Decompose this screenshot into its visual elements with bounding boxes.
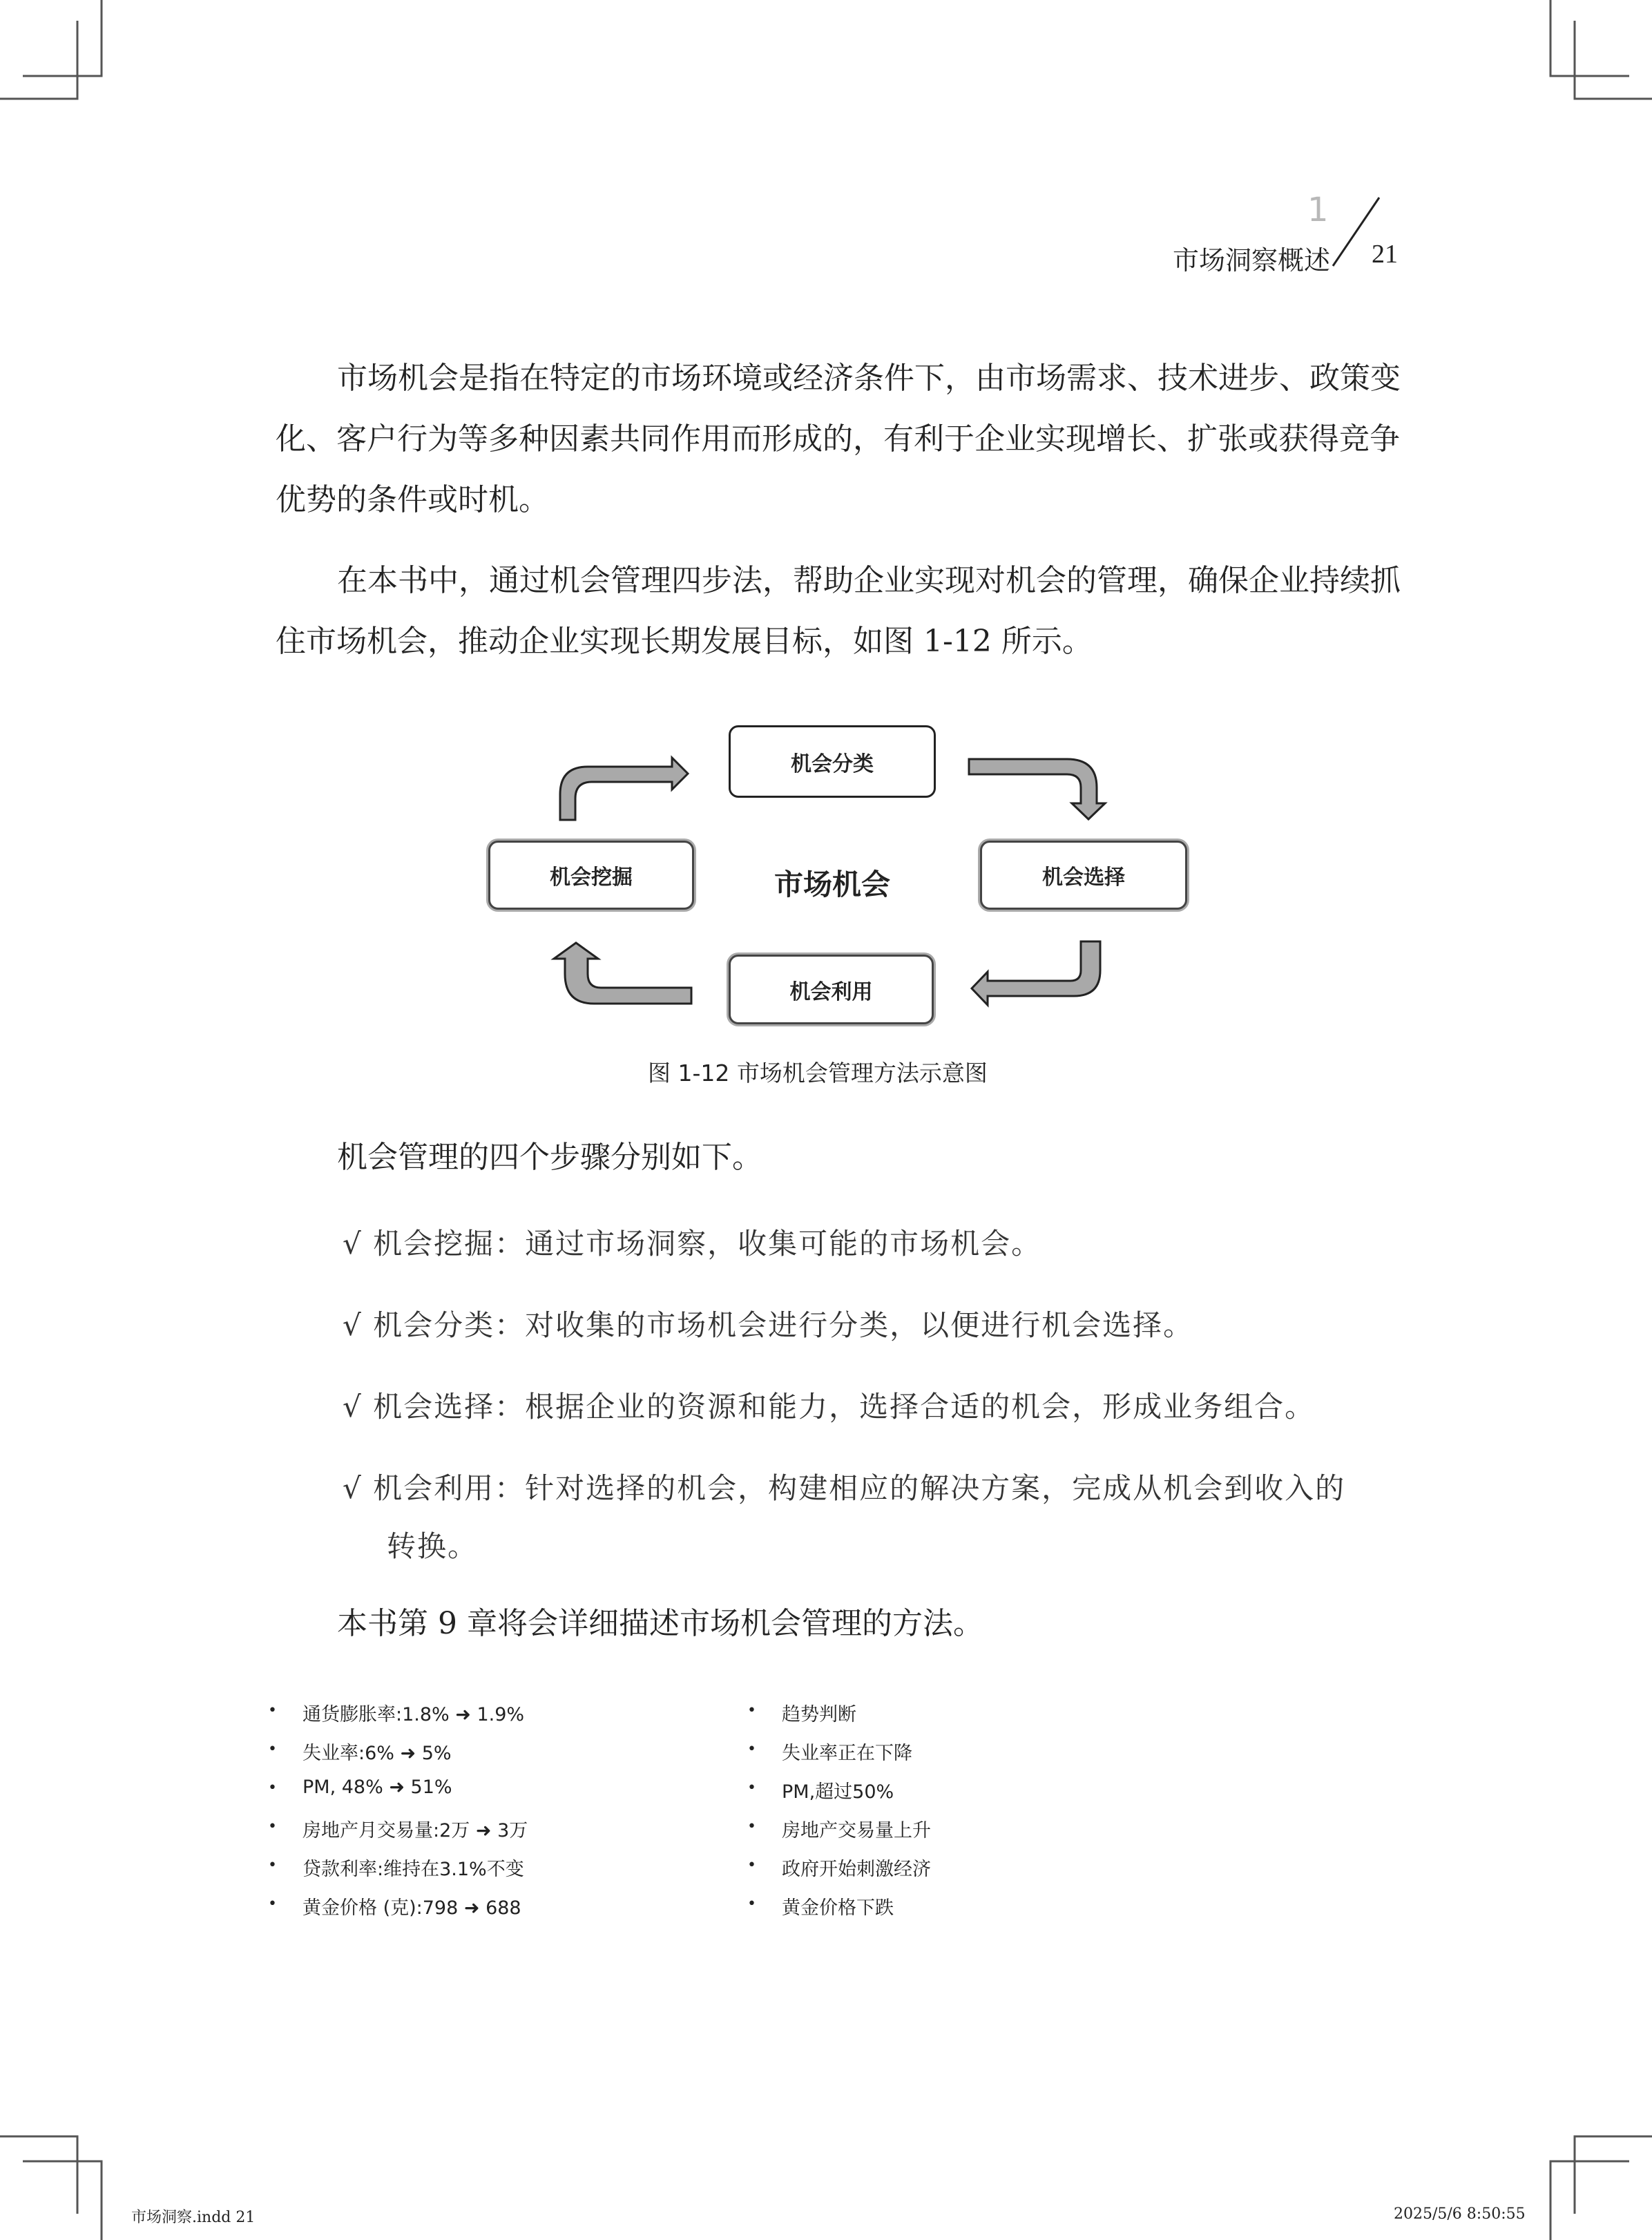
paragraph-line: 住市场机会，推动企业实现长期发展目标，如图 1-12 所示。 <box>276 624 1093 659</box>
node-opportunity-classification: 机会分类 <box>729 725 936 798</box>
node-opportunity-selection: 机会选择 <box>980 841 1187 910</box>
bullet-item: 政府开始刺激经济 <box>782 1859 931 1880</box>
bullet-item: 房地产交易量上升 <box>782 1820 931 1841</box>
bullet-dot: • <box>268 1857 277 1874</box>
bullet-item: PM, 48% ➜ 51% <box>302 1777 452 1798</box>
chapter-number: 1 <box>1307 191 1329 229</box>
chapter-title: 市场洞察概述 <box>1173 245 1331 276</box>
paragraph-line: 化、客户行为等多种因素共同作用而形成的，有利于企业实现增长、扩张或获得竞争 <box>276 421 1400 457</box>
arrow-left-up <box>554 943 691 1004</box>
bullet-item: 趋势判断 <box>782 1704 856 1725</box>
bullet-item: 房地产月交易量:2万 ➜ 3万 <box>302 1820 528 1841</box>
arrow-up-right <box>560 758 688 820</box>
step-item: √ 机会分类：对收集的市场机会进行分类，以便进行机会选择。 <box>343 1308 1194 1342</box>
bullet-dot: • <box>747 1818 756 1835</box>
bullet-dot: • <box>268 1702 277 1719</box>
bullet-item: 通货膨胀率:1.8% ➜ 1.9% <box>302 1704 525 1725</box>
arrow-down-left <box>972 941 1100 1005</box>
footer-timestamp: 2025/5/6 8:50:55 <box>1394 2205 1526 2223</box>
closing-paragraph: 本书第 9 章将会详细描述市场机会管理的方法。 <box>337 1606 983 1641</box>
figure-caption: 图 1-12 市场机会管理方法示意图 <box>648 1060 988 1087</box>
node-opportunity-mining: 机会挖掘 <box>488 841 694 910</box>
bullet-dot: • <box>747 1895 756 1913</box>
paragraph-line: 优势的条件或时机。 <box>276 482 549 517</box>
step-item-continuation: 转换。 <box>387 1529 479 1563</box>
steps-intro: 机会管理的四个步骤分别如下。 <box>337 1140 762 1175</box>
bullet-dot: • <box>747 1857 756 1874</box>
paragraph-line: 市场机会是指在特定的市场环境或经济条件下，由市场需求、技术进步、政策变 <box>337 361 1401 396</box>
footer-filename: 市场洞察.indd 21 <box>131 2209 256 2226</box>
bullet-item: 黄金价格 (克):798 ➜ 688 <box>302 1897 521 1919</box>
bullet-dot: • <box>747 1779 756 1797</box>
bullet-dot: • <box>268 1741 277 1758</box>
paragraph-line: 在本书中，通过机会管理四步法，帮助企业实现对机会的管理，确保企业持续抓 <box>337 563 1401 598</box>
page-number: 21 <box>1372 240 1398 269</box>
bullet-item: 失业率正在下降 <box>782 1743 912 1764</box>
bullet-dot: • <box>268 1895 277 1913</box>
step-item: √ 机会选择：根据企业的资源和能力，选择合适的机会，形成业务组合。 <box>343 1390 1316 1424</box>
arrow-right-down <box>969 759 1105 819</box>
diagram-center-label: 市场机会 <box>774 868 890 901</box>
bullet-item: 黄金价格下跌 <box>782 1897 894 1919</box>
bullet-dot: • <box>747 1741 756 1758</box>
bullet-dot: • <box>747 1702 756 1719</box>
step-item: √ 机会挖掘：通过市场洞察，收集可能的市场机会。 <box>343 1227 1042 1261</box>
bullet-item: 贷款利率:维持在3.1%不变 <box>302 1859 524 1880</box>
bullet-dot: • <box>268 1818 277 1835</box>
step-item: √ 机会利用：针对选择的机会，构建相应的解决方案，完成从机会到收入的 <box>343 1471 1346 1505</box>
bullet-dot: • <box>268 1779 277 1797</box>
bullet-item: PM,超过50% <box>782 1781 894 1803</box>
node-opportunity-utilization: 机会利用 <box>729 955 934 1024</box>
bullet-item: 失业率:6% ➜ 5% <box>302 1743 452 1764</box>
